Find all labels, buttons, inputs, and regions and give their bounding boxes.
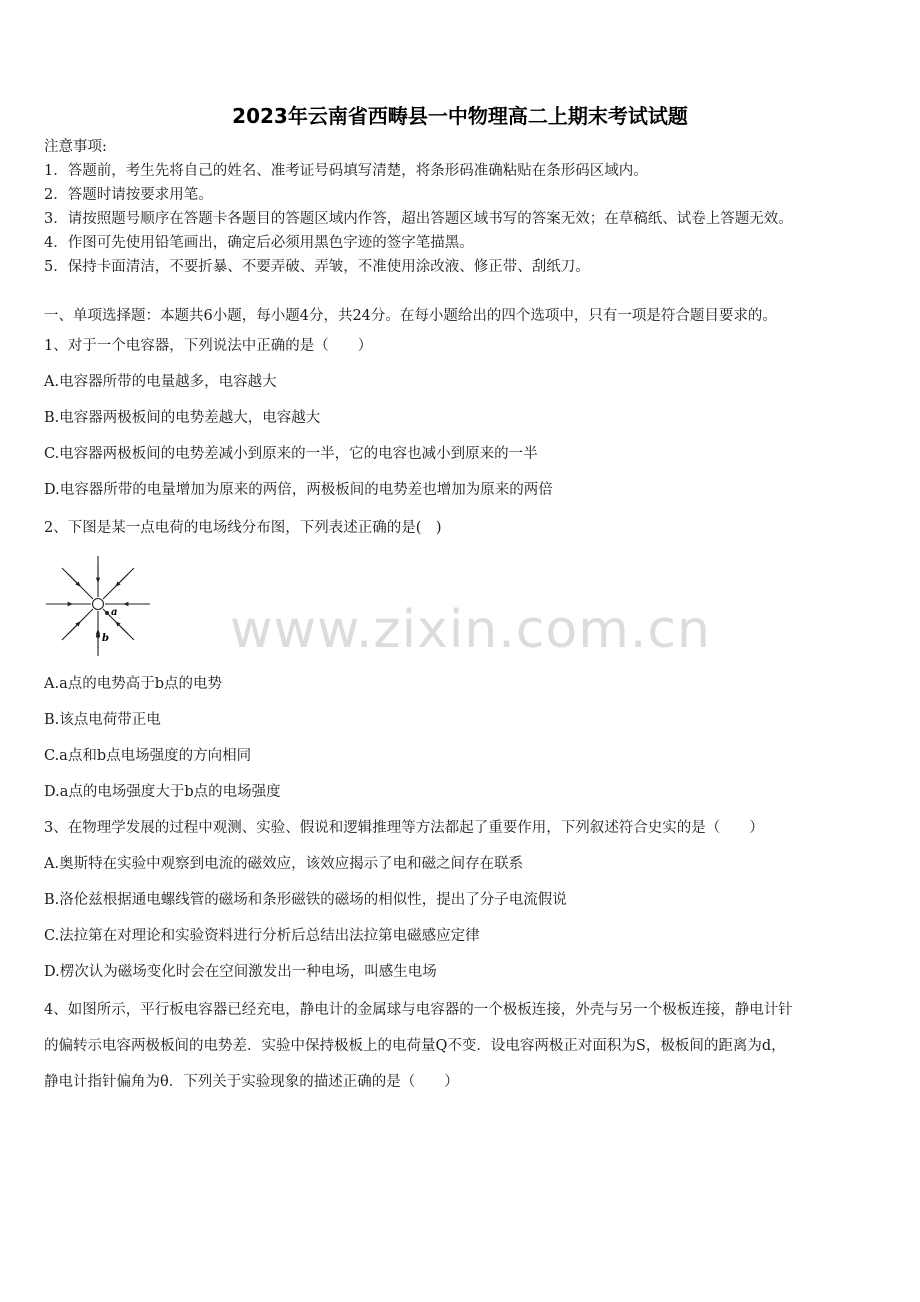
point-charge [93,599,104,610]
q2-option-d: D.a点的电场强度大于b点的电场强度 [44,784,281,800]
notice-heading: 注意事项: [44,139,107,155]
q2-option-c: C.a点和b点电场强度的方向相同 [44,748,252,764]
notice-item: 4．作图可先使用铅笔画出，确定后必须用黑色字迹的签字笔描黑。 [44,235,474,251]
section-heading: 一、单项选择题：本题共6小题，每小题4分，共24分。在每小题给出的四个选项中，只有一项是符合题目要求的。 [44,308,777,324]
q2-option-a: A.a点的电势高于b点的电势 [44,676,223,692]
q1-option-c: C.电容器两极板间的电势差减小到原来的一半，它的电容也减小到原来的一半 [44,446,538,462]
q3-option-c: C.法拉第在对理论和实验资料进行分析后总结出法拉第电磁感应定律 [44,928,480,944]
notice-item: 3．请按照题号顺序在答题卡各题目的答题区域内作答，超出答题区域书写的答案无效；在草稿纸、试卷上答题无效。 [44,211,793,227]
point-a [105,611,109,615]
notice-item: 2．答题时请按要求用笔。 [44,187,213,203]
q1-option-d: D.电容器所带的电量增加为原来的两倍，两极板间的电势差也增加为原来的两倍 [44,482,553,498]
q3-option-d: D.楞次认为磁场变化时会在空间激发出一种电场，叫感生电场 [44,964,437,980]
question-4-line: 的偏转示电容两极板间的电势差．实验中保持极板上的电荷量Q不变．设电容两极正对面积为S，极板间的距离为d， [44,1038,786,1054]
point-b [96,634,100,638]
question-4-line: 4、如图所示，平行板电容器已经充电，静电计的金属球与电容器的一个极板连接，外壳与另一个极板连接，静电计针 [44,1002,793,1018]
label-a: a [111,607,118,618]
q1-option-b: B.电容器两极板间的电势差越大，电容越大 [44,410,321,426]
question-1-stem: 1、对于一个电容器，下列说法中正确的是（ ） [44,338,373,354]
q1-option-a: A.电容器所带的电量越多，电容越大 [44,374,277,390]
page-title: 2023年云南省西畴县一中物理高二上期末考试试题 [232,104,688,128]
q3-option-b: B.洛伦兹根据通电螺线管的磁场和条形磁铁的磁场的相似性，提出了分子电流假说 [44,892,567,908]
question-4-line: 静电计指针偏角为θ．下列关于实验现象的描述正确的是（ ） [44,1074,459,1090]
question-3-stem: 3、在物理学发展的过程中观测、实验、假说和逻辑推理等方法都起了重要作用，下列叙述符合史实的是（ ） [44,820,764,836]
electric-field-figure [44,556,152,658]
notice-item: 1．答题前，考生先将自己的姓名、准考证号码填写清楚，将条形码准确粘贴在条形码区域内。 [44,163,648,179]
q3-option-a: A.奥斯特在实验中观察到电流的磁效应，该效应揭示了电和磁之间存在联系 [44,856,524,872]
watermark: www.zixin.com.cn [230,600,711,660]
label-b: b [102,633,109,644]
q2-option-b: B.该点电荷带正电 [44,712,161,728]
notice-item: 5．保持卡面清洁，不要折暴、不要弄破、弄皱，不准使用涂改液、修正带、刮纸刀。 [44,259,590,275]
question-2-stem: 2、下图是某一点电荷的电场线分布图，下列表述正确的是( ) [44,520,442,536]
